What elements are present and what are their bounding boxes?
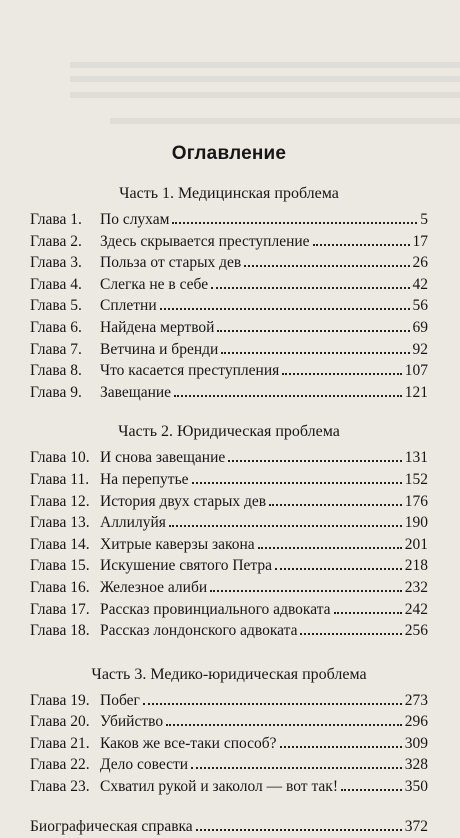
chapter-number: Глава 11. [30, 470, 90, 488]
toc-row [30, 447, 428, 469]
dot-leader [341, 789, 402, 791]
chapter-number: Глава 18. [30, 622, 90, 640]
chapter-title: На перепутье [100, 470, 189, 488]
chapter-title: Слегка не в себе [100, 275, 209, 293]
chapter-number: Глава 13. [30, 514, 90, 532]
part-title: Часть 1. Медицинская проблема [119, 185, 339, 202]
chapter-page: 107 [404, 362, 428, 380]
toc-row [30, 620, 428, 642]
chapter-page: 42 [412, 275, 428, 293]
toc-row [30, 599, 428, 621]
chapter-number: Глава 4. [30, 275, 82, 293]
biography-page: 372 [404, 817, 428, 835]
dot-leader [192, 482, 402, 484]
chapter-number: Глава 1. [30, 211, 82, 228]
toc-row [30, 555, 428, 577]
chapter-title: Сплетни [100, 297, 157, 315]
chapter-number: Глава 5. [30, 297, 82, 315]
chapter-page: 176 [404, 492, 428, 510]
dot-leader [196, 829, 402, 831]
chapter-page: 242 [404, 600, 428, 618]
dot-leader [280, 746, 402, 748]
toc-row [30, 469, 428, 491]
chapter-title: Рассказ лондонского адвоката [100, 622, 298, 640]
chapter-number: Глава 23. [30, 778, 90, 796]
toc-row [30, 274, 428, 296]
dot-leader [143, 703, 402, 705]
chapter-number: Глава 9. [30, 383, 82, 401]
part-title: Часть 2. Юридическая проблема [118, 423, 340, 441]
chapter-page: 69 [412, 318, 428, 336]
chapter-number: Глава 2. [30, 232, 82, 250]
chapter-page: 273 [404, 691, 428, 709]
chapter-title: Железное алиби [100, 578, 208, 596]
chapter-title: Каков же все-таки способ? [100, 734, 277, 752]
dot-leader [244, 265, 409, 267]
chapter-title: Убийство [100, 713, 164, 731]
toc-row [30, 577, 428, 599]
chapter-title: И снова завещание [100, 449, 226, 467]
chapter-title: Аллилуйя [100, 514, 166, 532]
dot-leader [217, 330, 409, 332]
dot-leader [282, 373, 401, 375]
toc-row [30, 382, 428, 404]
chapter-page: 328 [404, 756, 428, 774]
toc-row [30, 360, 428, 382]
toc-part-3 [30, 664, 428, 798]
chapter-number: Глава 7. [30, 340, 82, 358]
toc-row [30, 295, 428, 317]
toc-row [30, 690, 428, 712]
chapter-title: История двух старых дев [100, 492, 267, 510]
dot-leader [210, 590, 402, 592]
toc-row [30, 339, 428, 361]
dot-leader [160, 308, 410, 310]
dot-leader [275, 568, 402, 570]
chapter-title: Дело совести [100, 756, 189, 774]
chapter-number: Глава 6. [30, 318, 82, 336]
toc-part-2 [30, 421, 428, 641]
dot-leader [211, 287, 409, 289]
toc-part-1 [30, 183, 428, 403]
chapter-title: Завещание [100, 383, 172, 401]
chapter-number: Глава 14. [30, 535, 90, 553]
dot-leader [166, 724, 402, 726]
chapter-page: 17 [412, 232, 428, 250]
chapter-number: Глава 20. [30, 713, 90, 731]
dot-leader [334, 612, 402, 614]
toc-row [30, 776, 428, 798]
chapter-title: Найдена мертвой [100, 318, 215, 336]
chapter-title: Побег [100, 691, 140, 709]
chapter-page: 56 [412, 297, 428, 315]
toc-row [30, 209, 428, 231]
chapter-page: 121 [404, 383, 428, 401]
dot-leader [258, 547, 402, 549]
page-title: Оглавление [171, 143, 287, 164]
toc-row [30, 711, 428, 733]
chapter-page: 350 [404, 778, 428, 796]
chapter-number: Глава 21. [30, 734, 90, 752]
chapter-page: 190 [404, 514, 428, 532]
toc-row [30, 231, 428, 253]
dot-leader [174, 395, 402, 397]
chapter-page: 92 [412, 340, 428, 358]
chapter-number: Глава 15. [30, 557, 90, 575]
chapter-number: Глава 10. [30, 449, 90, 467]
toc-row [30, 512, 428, 534]
toc-row [30, 733, 428, 755]
table-of-contents [30, 143, 428, 838]
chapter-number: Глава 16. [30, 578, 90, 596]
dot-leader [191, 767, 402, 769]
dot-leader [169, 525, 402, 527]
chapter-title: Ветчина и бренди [100, 340, 219, 358]
chapter-page: 256 [404, 622, 428, 640]
chapter-page: 232 [404, 578, 428, 596]
chapter-page: 218 [404, 557, 428, 575]
chapter-number: Глава 22. [30, 756, 90, 774]
biography-title: Биографическая справка [30, 817, 193, 835]
chapter-number: Глава 19. [30, 691, 90, 709]
chapter-page: 201 [404, 535, 428, 553]
chapter-title: Здесь скрывается преступление [100, 232, 310, 250]
chapter-page: 152 [404, 470, 428, 488]
chapter-title: Искушение святого Петра [100, 557, 272, 575]
chapter-number: Глава 12. [30, 492, 90, 510]
chapter-title: Схватил рукой и заколол — вот так! [100, 778, 338, 796]
dot-leader [313, 244, 410, 246]
chapter-title: Что касается преступления [100, 362, 280, 380]
toc-row [30, 754, 428, 776]
chapter-title: Польза от старых дев [100, 254, 242, 272]
toc-row [30, 491, 428, 513]
chapter-number: Глава 8. [30, 362, 82, 380]
chapter-page: 296 [404, 713, 428, 731]
chapter-page: 5 [420, 211, 428, 228]
chapter-number: Глава 17. [30, 600, 90, 618]
chapter-page: 26 [412, 254, 428, 272]
dot-leader [269, 504, 402, 506]
dot-leader [221, 352, 409, 354]
dot-leader [172, 222, 417, 224]
toc-parts [30, 183, 428, 798]
toc-biography-row [30, 816, 428, 838]
toc-row [30, 252, 428, 274]
chapter-title: Хитрые каверзы закона [100, 535, 255, 553]
part-title: Часть 3. Медико-юридическая проблема [91, 665, 367, 683]
chapter-title: По слухам [100, 211, 170, 228]
toc-row [30, 317, 428, 339]
dot-leader [228, 460, 401, 462]
dot-leader [300, 633, 401, 635]
chapter-title: Рассказ провинциального адвоката [100, 600, 331, 618]
chapter-number: Глава 3. [30, 254, 82, 272]
chapter-page: 309 [404, 734, 428, 752]
chapter-page: 131 [404, 449, 428, 467]
toc-row [30, 534, 428, 556]
